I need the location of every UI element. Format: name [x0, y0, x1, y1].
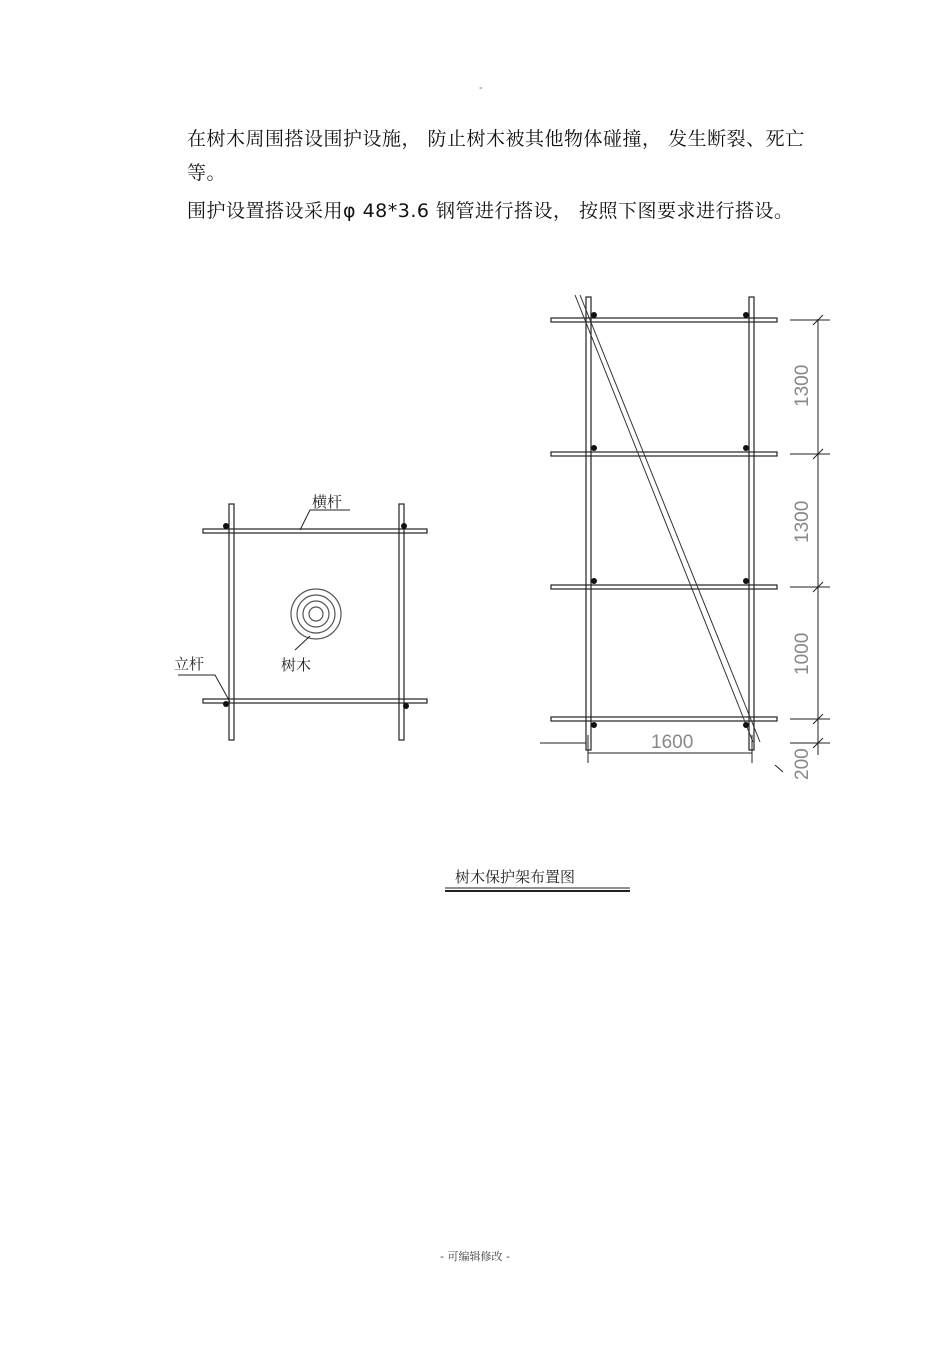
clamp	[743, 312, 749, 318]
upright-label: 立杆	[174, 655, 205, 673]
crossbar-leader	[300, 510, 350, 530]
crossbar-bottom	[203, 699, 427, 703]
crossbar-label: 横杆	[312, 493, 343, 511]
crossbar-3	[551, 585, 777, 589]
clamp	[743, 722, 749, 728]
crossbar-2	[551, 452, 777, 456]
clamp	[591, 445, 597, 451]
upright-right	[399, 504, 404, 740]
upright-left	[229, 504, 234, 740]
dim-200: 200	[792, 748, 813, 780]
dim-1300-top: 1300	[792, 364, 813, 407]
upright-leader	[178, 675, 230, 702]
page-top-mark: "	[479, 86, 483, 95]
dim-1300-mid: 1300	[792, 500, 813, 543]
tree-leader	[295, 636, 310, 650]
plan-view-diagram	[160, 480, 450, 760]
caption-underline	[443, 886, 633, 894]
clamp	[401, 523, 407, 529]
upright-right	[749, 297, 754, 750]
tree-label: 树木	[281, 656, 312, 674]
clamp	[223, 701, 229, 707]
clamp	[591, 722, 597, 728]
clamp	[223, 523, 229, 529]
clamp	[591, 578, 597, 584]
dim-1600: 1600	[651, 732, 694, 753]
clamp	[743, 445, 749, 451]
paragraph-2: 围护设置搭设采用φ 48*3.6 钢管进行搭设， 按照下图要求进行搭设。	[187, 200, 794, 222]
clamp	[743, 578, 749, 584]
horizontal-dimension	[540, 735, 752, 763]
figure-caption: 树木保护架布置图	[455, 868, 576, 886]
dim-1000: 1000	[792, 632, 813, 675]
paragraph-1: 在树木周围搭设围护设施， 防止树木被其他物体碰撞， 发生断裂、死亡等。	[187, 128, 805, 184]
elevation-view-diagram	[540, 285, 840, 785]
crossbar-top	[203, 529, 427, 533]
upright-left	[586, 297, 591, 750]
page-footer: - 可编辑修改 -	[440, 1250, 510, 1263]
diagonal-brace	[575, 295, 760, 742]
clamp	[591, 312, 597, 318]
tree-rings	[291, 589, 341, 639]
clamp	[403, 703, 409, 709]
